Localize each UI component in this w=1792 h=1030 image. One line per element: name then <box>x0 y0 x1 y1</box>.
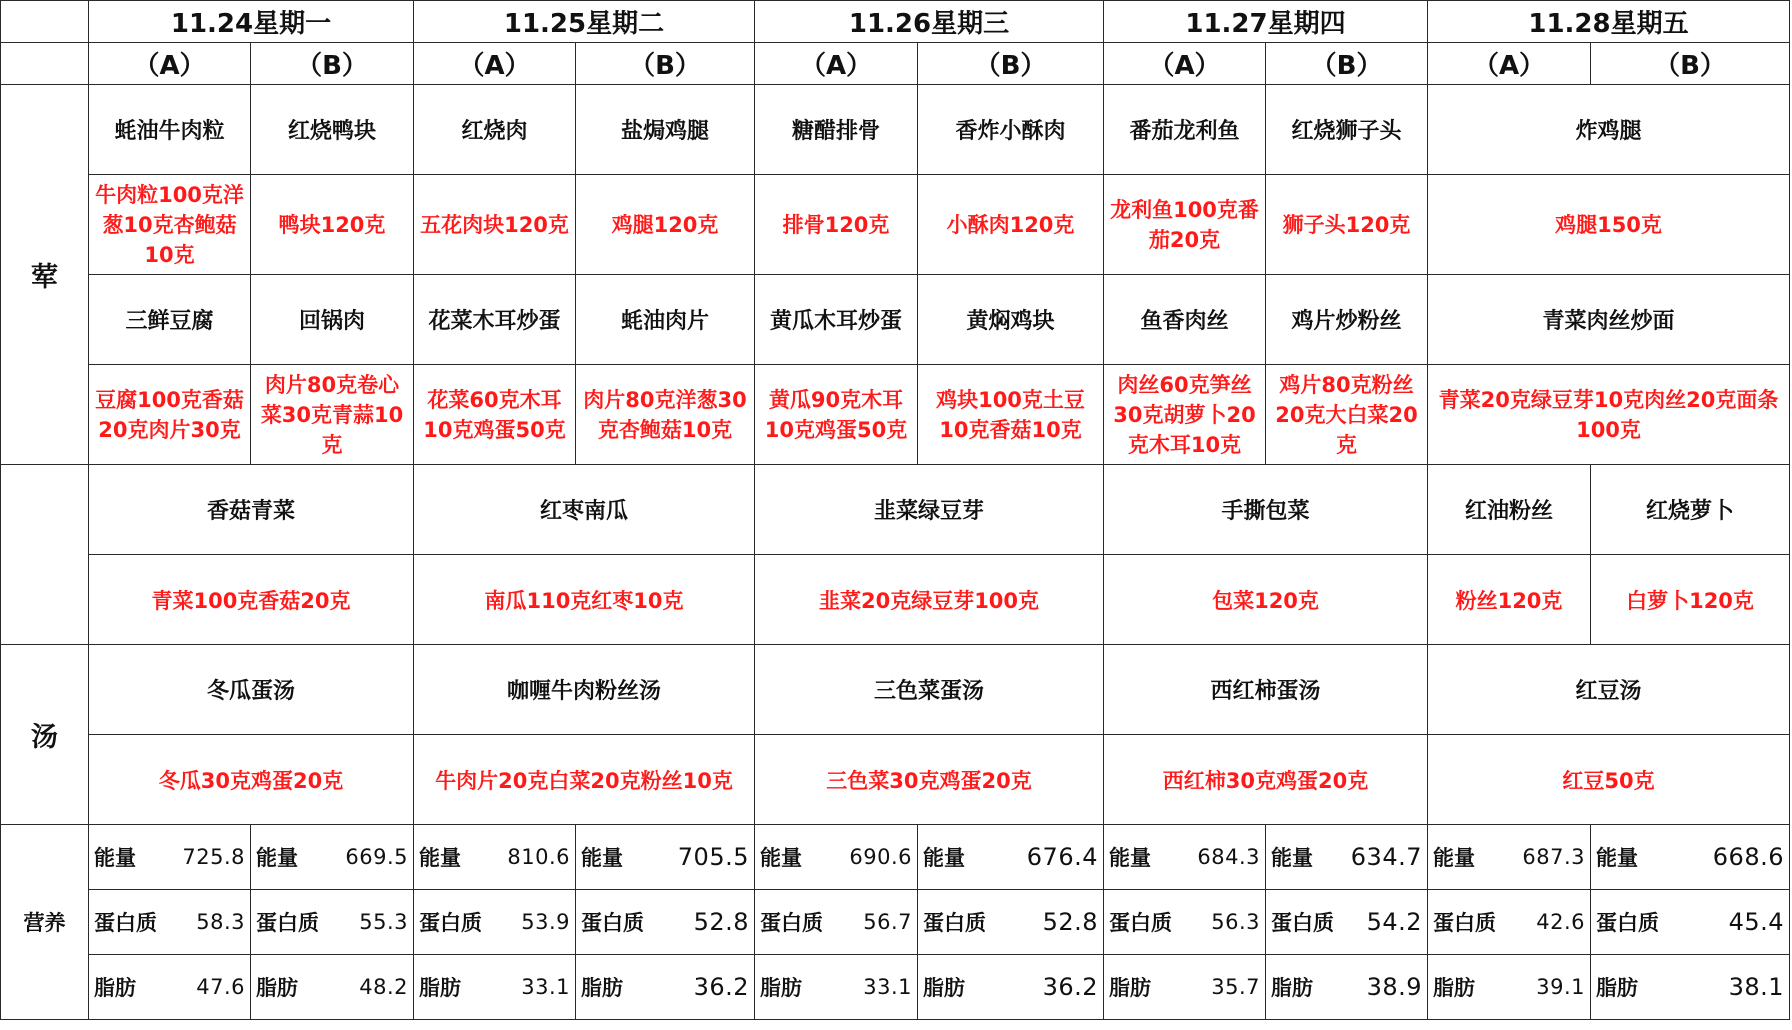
dish-name: 红枣南瓜 <box>414 465 755 555</box>
soup-ingredient-row <box>1 735 1790 825</box>
dish-name: 三色菜蛋汤 <box>755 645 1104 735</box>
option-b-header: （B） <box>251 43 414 85</box>
energy-label: 能量 <box>419 846 461 870</box>
ingredient-text: 青菜100克香菇20克 <box>89 555 414 645</box>
main-dish-row-1 <box>1 85 1790 175</box>
ingredient-text: 鸭块120克 <box>251 175 414 275</box>
fat-cell <box>576 955 755 1020</box>
fat-row <box>1 955 1790 1020</box>
day-header: 11.28星期五 <box>1428 1 1790 43</box>
energy-value: 668.6 <box>1712 843 1784 871</box>
energy-label: 能量 <box>1271 846 1313 870</box>
energy-label: 能量 <box>1433 846 1475 870</box>
dish-name: 红烧萝卜 <box>1591 465 1790 555</box>
protein-value: 58.3 <box>196 910 245 934</box>
ingredient-text: 牛肉片20克白菜20克粉丝10克 <box>414 735 755 825</box>
energy-value: 690.6 <box>849 845 912 869</box>
energy-value: 684.3 <box>1197 845 1260 869</box>
protein-cell <box>755 890 918 955</box>
option-b-header: （B） <box>918 43 1104 85</box>
day-header: 11.26星期三 <box>755 1 1104 43</box>
energy-cell <box>1591 825 1790 890</box>
energy-value: 669.5 <box>345 845 408 869</box>
dish-name: 三鲜豆腐 <box>89 275 251 365</box>
dish-name: 回锅肉 <box>251 275 414 365</box>
protein-label: 蛋白质 <box>1433 911 1496 935</box>
dish-name: 炸鸡腿 <box>1428 85 1790 175</box>
ingredient-text: 南瓜110克红枣10克 <box>414 555 755 645</box>
protein-label: 蛋白质 <box>760 911 823 935</box>
dish-name: 手撕包菜 <box>1104 465 1428 555</box>
category-main: 荤 <box>1 85 89 465</box>
day-header: 11.25星期二 <box>414 1 755 43</box>
energy-cell <box>89 825 251 890</box>
dish-name: 盐焗鸡腿 <box>576 85 755 175</box>
energy-cell <box>918 825 1104 890</box>
fat-cell <box>251 955 414 1020</box>
energy-label: 能量 <box>1596 846 1638 870</box>
energy-cell <box>1266 825 1428 890</box>
ingredient-text: 鸡腿120克 <box>576 175 755 275</box>
protein-cell <box>251 890 414 955</box>
fat-value: 38.1 <box>1728 973 1784 1001</box>
day-header: 11.27星期四 <box>1104 1 1428 43</box>
energy-value: 705.5 <box>677 843 749 871</box>
energy-label: 能量 <box>256 846 298 870</box>
protein-label: 蛋白质 <box>256 911 319 935</box>
energy-label: 能量 <box>923 846 965 870</box>
fat-cell <box>414 955 576 1020</box>
dish-name: 咖喱牛肉粉丝汤 <box>414 645 755 735</box>
ingredient-text: 青菜20克绿豆芽10克肉丝20克面条100克 <box>1428 365 1790 465</box>
fat-value: 48.2 <box>359 975 408 999</box>
main-ingredient-row-1 <box>1 175 1790 275</box>
fat-value: 36.2 <box>693 973 749 1001</box>
soup-dish-row <box>1 645 1790 735</box>
protein-value: 56.3 <box>1211 910 1260 934</box>
dish-name: 番茄龙利鱼 <box>1104 85 1266 175</box>
ingredient-text: 牛肉粒100克洋葱10克杏鲍菇10克 <box>89 175 251 275</box>
energy-label: 能量 <box>760 846 802 870</box>
ingredient-text: 狮子头120克 <box>1266 175 1428 275</box>
energy-label: 能量 <box>94 846 136 870</box>
ingredient-text: 鸡腿150克 <box>1428 175 1790 275</box>
protein-value: 45.4 <box>1728 908 1784 936</box>
corner-cell <box>1 43 89 85</box>
protein-row <box>1 890 1790 955</box>
fat-label: 脂肪 <box>1433 976 1475 1000</box>
dish-name: 黄焖鸡块 <box>918 275 1104 365</box>
protein-value: 56.7 <box>863 910 912 934</box>
ingredient-text: 粉丝120克 <box>1428 555 1591 645</box>
option-a-header: （A） <box>755 43 918 85</box>
fat-value: 33.1 <box>863 975 912 999</box>
energy-cell <box>576 825 755 890</box>
energy-cell <box>414 825 576 890</box>
fat-label: 脂肪 <box>1109 976 1151 1000</box>
energy-cell <box>251 825 414 890</box>
energy-row <box>1 825 1790 890</box>
protein-cell <box>1104 890 1266 955</box>
energy-cell <box>1428 825 1591 890</box>
ingredient-text: 黄瓜90克木耳10克鸡蛋50克 <box>755 365 918 465</box>
fat-cell <box>918 955 1104 1020</box>
fat-label: 脂肪 <box>419 976 461 1000</box>
ingredient-text: 肉片80克洋葱30克杏鲍菇10克 <box>576 365 755 465</box>
option-b-header: （B） <box>1591 43 1790 85</box>
fat-value: 35.7 <box>1211 975 1260 999</box>
fat-value: 39.1 <box>1536 975 1585 999</box>
dish-name: 红烧鸭块 <box>251 85 414 175</box>
dish-name: 花菜木耳炒蛋 <box>414 275 576 365</box>
dish-name: 青菜肉丝炒面 <box>1428 275 1790 365</box>
ingredient-text: 肉丝60克笋丝30克胡萝卜20克木耳10克 <box>1104 365 1266 465</box>
main-dish-row-2 <box>1 275 1790 365</box>
dish-name: 蚝油肉片 <box>576 275 755 365</box>
dish-name: 红烧狮子头 <box>1266 85 1428 175</box>
energy-value: 687.3 <box>1522 845 1585 869</box>
fat-cell <box>89 955 251 1020</box>
protein-cell <box>1428 890 1591 955</box>
fat-label: 脂肪 <box>581 976 623 1000</box>
option-b-header: （B） <box>1266 43 1428 85</box>
protein-label: 蛋白质 <box>1596 911 1659 935</box>
dish-name: 红油粉丝 <box>1428 465 1591 555</box>
energy-label: 能量 <box>1109 846 1151 870</box>
fat-label: 脂肪 <box>923 976 965 1000</box>
fat-cell <box>1266 955 1428 1020</box>
dish-name: 鸡片炒粉丝 <box>1266 275 1428 365</box>
dish-name: 糖醋排骨 <box>755 85 918 175</box>
ingredient-text: 白萝卜120克 <box>1591 555 1790 645</box>
fat-value: 36.2 <box>1042 973 1098 1001</box>
fat-cell <box>755 955 918 1020</box>
ingredient-text: 排骨120克 <box>755 175 918 275</box>
protein-label: 蛋白质 <box>923 911 986 935</box>
main-ingredient-row-2 <box>1 365 1790 465</box>
fat-value: 33.1 <box>521 975 570 999</box>
dish-name: 蚝油牛肉粒 <box>89 85 251 175</box>
ingredient-text: 五花肉块120克 <box>414 175 576 275</box>
protein-value: 42.6 <box>1536 910 1585 934</box>
fat-cell <box>1591 955 1790 1020</box>
ingredient-text: 西红柿30克鸡蛋20克 <box>1104 735 1428 825</box>
protein-value: 54.2 <box>1366 908 1422 936</box>
date-header-row <box>1 1 1790 43</box>
energy-label: 能量 <box>581 846 623 870</box>
protein-cell <box>576 890 755 955</box>
protein-label: 蛋白质 <box>1109 911 1172 935</box>
protein-value: 52.8 <box>693 908 749 936</box>
ingredient-text: 肉片80克卷心菜30克青蒜10克 <box>251 365 414 465</box>
fat-label: 脂肪 <box>760 976 802 1000</box>
ingredient-text: 龙利鱼100克番茄20克 <box>1104 175 1266 275</box>
ingredient-text: 三色菜30克鸡蛋20克 <box>755 735 1104 825</box>
fat-label: 脂肪 <box>1271 976 1313 1000</box>
veg-ingredient-row <box>1 555 1790 645</box>
ingredient-text: 包菜120克 <box>1104 555 1428 645</box>
dish-name: 黄瓜木耳炒蛋 <box>755 275 918 365</box>
dish-name: 鱼香肉丝 <box>1104 275 1266 365</box>
energy-value: 676.4 <box>1026 843 1098 871</box>
option-a-header: （A） <box>89 43 251 85</box>
category-nutrition: 营养 <box>1 825 89 1020</box>
dish-name: 西红柿蛋汤 <box>1104 645 1428 735</box>
energy-value: 634.7 <box>1350 843 1422 871</box>
option-a-header: （A） <box>1104 43 1266 85</box>
ingredient-text: 花菜60克木耳10克鸡蛋50克 <box>414 365 576 465</box>
corner-cell <box>1 1 89 43</box>
protein-value: 53.9 <box>521 910 570 934</box>
ingredient-text: 豆腐100克香菇20克肉片30克 <box>89 365 251 465</box>
ingredient-text: 韭菜20克绿豆芽100克 <box>755 555 1104 645</box>
veg-dish-row <box>1 465 1790 555</box>
fat-value: 47.6 <box>196 975 245 999</box>
category-veg <box>1 465 89 645</box>
ingredient-text: 小酥肉120克 <box>918 175 1104 275</box>
fat-label: 脂肪 <box>1596 976 1638 1000</box>
protein-label: 蛋白质 <box>419 911 482 935</box>
option-a-header: （A） <box>414 43 576 85</box>
fat-value: 38.9 <box>1366 973 1422 1001</box>
fat-label: 脂肪 <box>94 976 136 1000</box>
protein-cell <box>1591 890 1790 955</box>
protein-label: 蛋白质 <box>94 911 157 935</box>
dish-name: 香菇青菜 <box>89 465 414 555</box>
option-b-header: （B） <box>576 43 755 85</box>
day-header: 11.24星期一 <box>89 1 414 43</box>
protein-cell <box>414 890 576 955</box>
protein-cell <box>89 890 251 955</box>
option-header-row <box>1 43 1790 85</box>
protein-value: 55.3 <box>359 910 408 934</box>
energy-value: 810.6 <box>507 845 570 869</box>
ingredient-text: 冬瓜30克鸡蛋20克 <box>89 735 414 825</box>
ingredient-text: 鸡片80克粉丝20克大白菜20克 <box>1266 365 1428 465</box>
dish-name: 冬瓜蛋汤 <box>89 645 414 735</box>
protein-value: 52.8 <box>1042 908 1098 936</box>
protein-label: 蛋白质 <box>581 911 644 935</box>
protein-label: 蛋白质 <box>1271 911 1334 935</box>
protein-cell <box>1266 890 1428 955</box>
dish-name: 韭菜绿豆芽 <box>755 465 1104 555</box>
protein-cell <box>918 890 1104 955</box>
ingredient-text: 红豆50克 <box>1428 735 1790 825</box>
energy-cell <box>755 825 918 890</box>
option-a-header: （A） <box>1428 43 1591 85</box>
fat-cell <box>1104 955 1266 1020</box>
category-soup: 汤 <box>1 645 89 825</box>
fat-cell <box>1428 955 1591 1020</box>
dish-name: 红烧肉 <box>414 85 576 175</box>
ingredient-text: 鸡块100克土豆10克香菇10克 <box>918 365 1104 465</box>
dish-name: 香炸小酥肉 <box>918 85 1104 175</box>
energy-value: 725.8 <box>182 845 245 869</box>
dish-name: 红豆汤 <box>1428 645 1790 735</box>
energy-cell <box>1104 825 1266 890</box>
fat-label: 脂肪 <box>256 976 298 1000</box>
